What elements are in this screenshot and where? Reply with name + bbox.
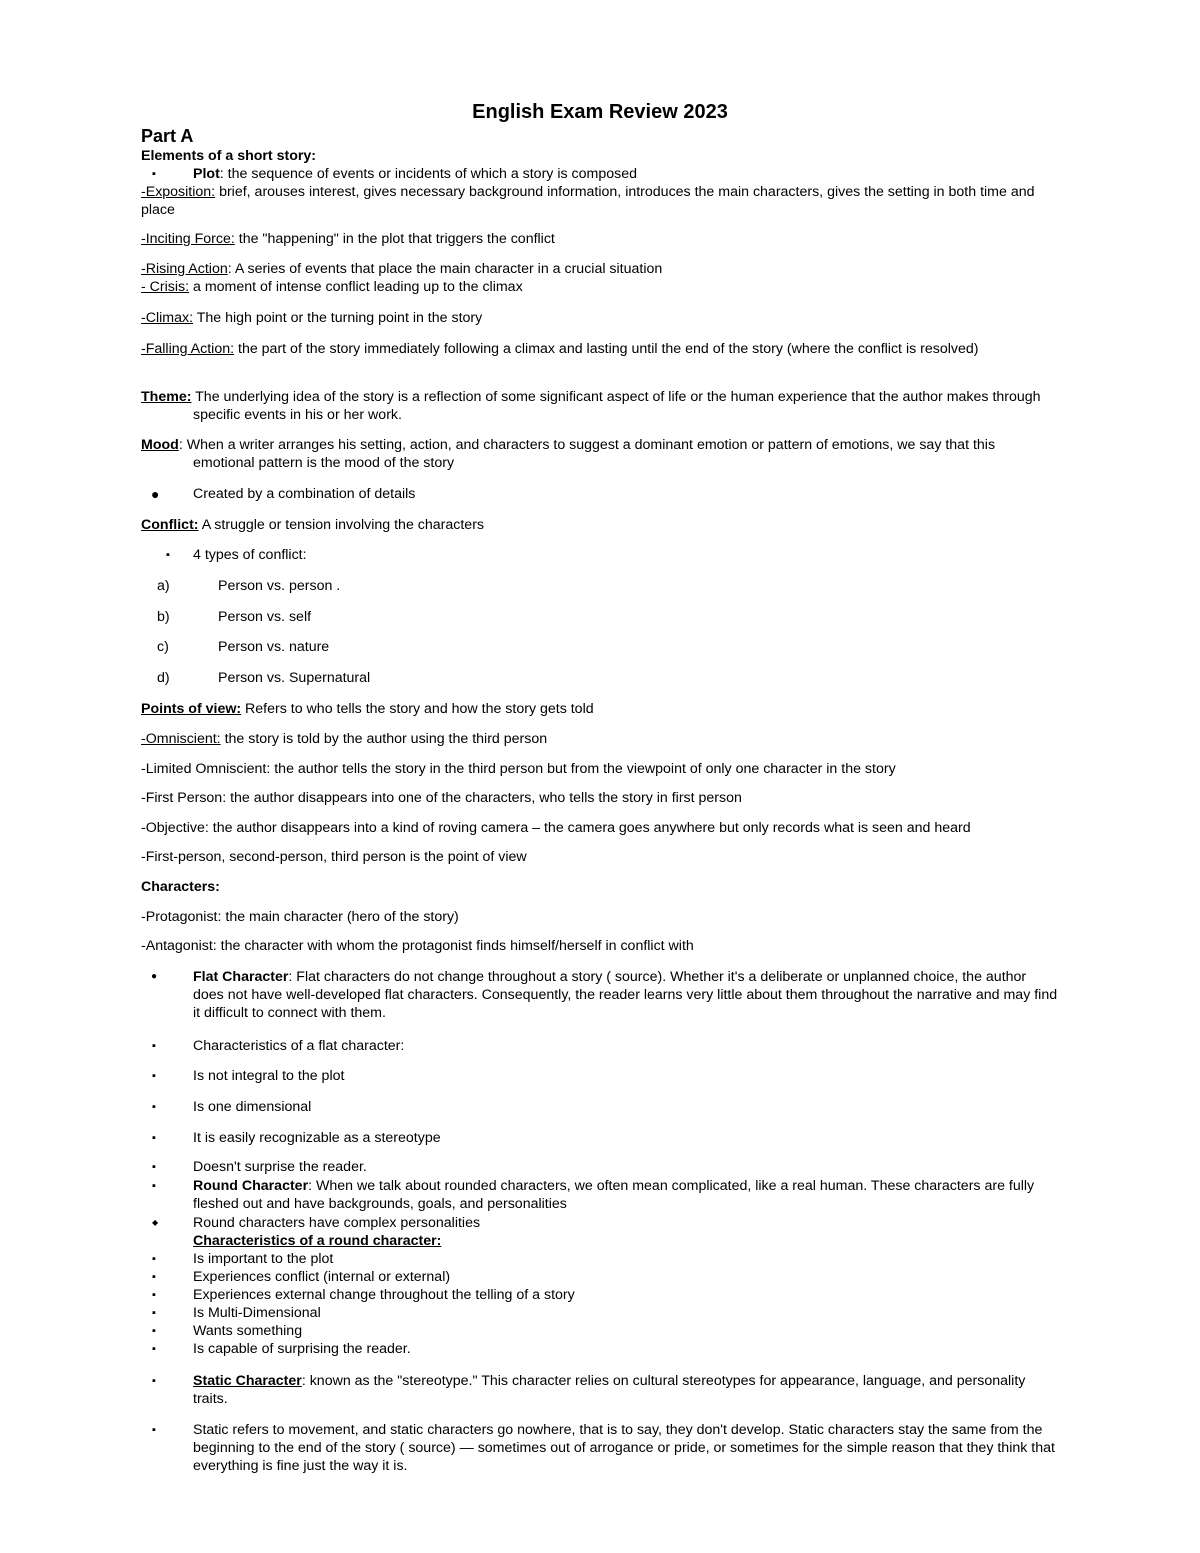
theme-definition: Theme: The underlying idea of the story is a reflection of some significant aspect of life or the human experience that the author makes through specific events in his or her work. xyxy=(141,389,1041,423)
points-of-view-definition: Points of view: Refers to who tells the story and how the story gets told xyxy=(141,701,594,717)
bullet-icon: ▪ xyxy=(152,1180,156,1192)
bullet-icon: ▪ xyxy=(152,1253,156,1265)
bullet-icon: ▪ xyxy=(152,1375,156,1387)
inciting-force-definition: -Inciting Force: the "happening" in the plot that triggers the conflict xyxy=(141,231,555,247)
characters-heading: Characters: xyxy=(141,879,220,895)
bullet-icon: ◆ xyxy=(152,1218,159,1227)
flat-item: It is easily recognizable as a stereotype xyxy=(193,1130,441,1146)
climax-definition: -Climax: The high point or the turning point in the story xyxy=(141,310,483,326)
plot-definition: Plot: the sequence of events or incidents of which a story is composed xyxy=(193,166,637,182)
exposition-definition: -Exposition: brief, arouses interest, gives necessary background information, introduces the main characters, gives the setting in both time and place xyxy=(141,184,1035,218)
flat-item: Characteristics of a flat character: xyxy=(193,1038,405,1054)
static-description: Static refers to movement, and static characters go nowhere, that is to say, they don't develop. Static characters stay the same from the beginning to the end of the story ( source) — sometimes out of arrogance or pride, or sometimes for the simple reason that they think that everything is fine just the way it is. xyxy=(193,1422,1055,1474)
mood-definition: Mood: When a writer arranges his setting, action, and characters to suggest a dominant emotion or pattern of emotions, we say that this emotional pattern is the mood of the story xyxy=(141,437,996,471)
bullet-icon: ▪ xyxy=(152,1040,156,1052)
round-item: Experiences conflict (internal or external) xyxy=(193,1269,451,1285)
round-item: Is capable of surprising the reader. xyxy=(193,1341,411,1357)
round-item: Experiences external change throughout the telling of a story xyxy=(193,1287,575,1303)
part-heading: Part A xyxy=(141,126,194,146)
elements-heading: Elements of a short story: xyxy=(141,148,317,164)
mood-bullet: Created by a combination of details xyxy=(193,486,416,502)
bullet-icon: ▪ xyxy=(166,549,170,561)
falling-action-definition: -Falling Action: the part of the story immediately following a climax and lasting until the end of the story (where the conflict is resolved) xyxy=(141,341,979,357)
conflict-bullet: 4 types of conflict: xyxy=(193,547,307,563)
bullet-icon: ▪ xyxy=(152,1101,156,1113)
round-characteristics-heading: Characteristics of a round character: xyxy=(193,1233,442,1249)
bullet-icon: ▪ xyxy=(152,1307,156,1319)
static-character-definition: Static Character: known as the "stereotype." This character relies on cultural stereotypes for appearance, language, and personality traits. xyxy=(193,1373,1026,1407)
bullet-icon: ▪ xyxy=(152,1424,156,1436)
flat-item: Is not integral to the plot xyxy=(193,1068,345,1084)
conflict-definition: Conflict: A struggle or tension involving the characters xyxy=(141,517,485,533)
crisis-definition: - Crisis: a moment of intense conflict leading up to the climax xyxy=(141,279,523,295)
round-item: Is Multi-Dimensional xyxy=(193,1305,321,1321)
first-person-definition: -First Person: the author disappears into one of the characters, who tells the story in first person xyxy=(141,790,742,806)
limited-omniscient-definition: -Limited Omniscient: the author tells the story in the third person but from the viewpoint of only one character in the story xyxy=(141,761,896,777)
doesnt-surprise-item: Doesn't surprise the reader. xyxy=(193,1159,367,1175)
objective-definition: -Objective: the author disappears into a kind of roving camera – the camera goes anywhere but only records what is seen and heard xyxy=(141,820,971,836)
bullet-icon: ▪ xyxy=(152,1325,156,1337)
bullet-icon: ▪ xyxy=(152,1132,156,1144)
bullet-icon: ▪ xyxy=(152,168,156,180)
protagonist-definition: -Protagonist: the main character (hero of the story) xyxy=(141,909,459,925)
flat-item: Is one dimensional xyxy=(193,1099,312,1115)
bullet-icon: ● xyxy=(151,486,160,502)
bullet-icon: ▪ xyxy=(152,1343,156,1355)
page-title: English Exam Review 2023 xyxy=(472,101,728,123)
omniscient-definition: -Omniscient: the story is told by the author using the third person xyxy=(141,731,548,747)
round-item: Wants something xyxy=(193,1323,303,1339)
antagonist-definition: -Antagonist: the character with whom the protagonist finds himself/herself in conflict with xyxy=(141,938,694,954)
round-character-definition: Round Character: When we talk about rounded characters, we often mean complicated, like a real human. These characters are fully fleshed out and have backgrounds, goals, and personalities xyxy=(193,1178,1035,1212)
pov-summary: -First-person, second-person, third person is the point of view xyxy=(141,849,527,865)
bullet-icon: ▪ xyxy=(152,1070,156,1082)
bullet-icon: ▪ xyxy=(152,1271,156,1283)
bullet-icon: ▪ xyxy=(152,1289,156,1301)
bullet-icon: ▪ xyxy=(152,1161,156,1173)
round-item: Is important to the plot xyxy=(193,1251,334,1267)
rising-action-definition: -Rising Action: A series of events that place the main character in a crucial situation xyxy=(141,261,663,277)
round-complex-item: Round characters have complex personalities xyxy=(193,1215,481,1231)
bullet-icon: ● xyxy=(151,971,158,982)
flat-character-definition: Flat Character: Flat characters do not change throughout a story ( source). Whether it's a deliberate or unplanned choice, the author does not have well-developed flat characters. Consequently, the reader learns very little about them throughout the narrative and may find it difficult to connect with them. xyxy=(193,969,1058,1021)
